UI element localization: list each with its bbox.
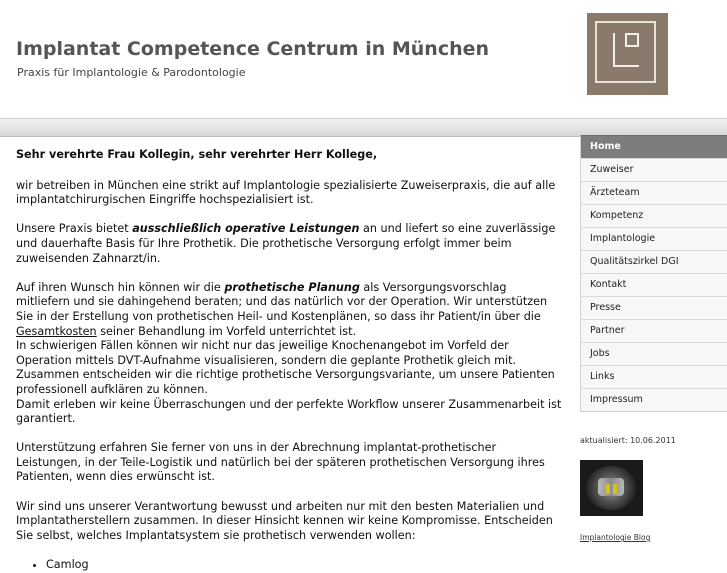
nav-item-home[interactable]: Home: [580, 135, 727, 158]
blog-thumbnail[interactable]: [580, 460, 643, 516]
nav-item-links[interactable]: Links: [580, 365, 727, 388]
implant-system-list: [16, 558, 562, 573]
services-paragraph: [16, 222, 562, 266]
nav-item-zuweiser[interactable]: Zuweiser: [580, 158, 727, 181]
site-header: [0, 0, 727, 118]
gesamtkosten-link[interactable]: Gesamtkosten: [16, 324, 97, 338]
planning-text-line2: In schwierigen Fällen können wir nicht nur das jeweilige Knochenangebot im Vorfeld der Operation mittels DVT-Aufnahme visualisieren, sondern die geplante Prothetik gleich mit. Zusammen entscheiden wir die richtige prothetische Versorgungsvariante, um unsere Patienten professionell aufklären zu können.: [16, 339, 555, 396]
nav-item-qualitaetszirkel[interactable]: Qualitätszirkel DGI: [580, 250, 727, 273]
last-updated: aktualisiert: 10.06.2011: [580, 436, 676, 445]
site-subtitle: Praxis für Implantologie & Parodontologie: [17, 66, 246, 79]
logo-mark-base: [613, 65, 639, 67]
billing-paragraph: Unterstützung erfahren Sie ferner von uns in der Abrechnung implantat-prothetischer Leistungen, in der Teile-Logistik und natürlich bei der späteren prothetischen Versorgung ihres Patienten, wenn dies erwünscht ist.: [16, 441, 545, 484]
planning-text-end: seiner Behandlung im Vorfeld unterrichtet ist.: [96, 324, 357, 338]
implant-marker: [613, 484, 617, 494]
planning-paragraph: [16, 281, 562, 427]
sidebar-nav: [580, 135, 727, 412]
logo-mark-square: [625, 33, 639, 47]
nav-item-aerzteteam[interactable]: Ärzteteam: [580, 181, 727, 204]
services-text-end: an und liefert so eine zuverlässige und dauerhafte Basis für Ihre Prothetik. Die prothetische Versorgung erfolgt immer beim zuweisenden Zahnarzt/in.: [16, 222, 556, 265]
services-text-start: Unsere Praxis bietet: [16, 222, 133, 236]
nav-item-presse[interactable]: Presse: [580, 296, 727, 319]
nav-item-kontakt[interactable]: Kontakt: [580, 273, 727, 296]
planning-text-start: Auf ihren Wunsch hin können wir die: [16, 280, 225, 294]
list-item: • Camlog: [46, 558, 562, 573]
nav-divider: [580, 411, 727, 412]
planning-text-line3: Damit erleben wir keine Überraschungen und der perfekte Workflow unserer Zusammenarbeit ist garantiert.: [16, 397, 562, 426]
logo[interactable]: [587, 13, 668, 95]
logo-mark: [613, 33, 615, 67]
logo-frame: [595, 21, 656, 83]
nav-item-implantologie[interactable]: Implantologie: [580, 227, 727, 250]
planning-text-mid: als Versorgungsvorschlag mitliefern und sie dahingehend beraten; und das natürlich vor der Operation. Wir unterstützen Sie in der Erstellung von prothetischen Heil- und Kostenplänen, so dass ihr Patient/in über die: [16, 280, 548, 323]
nav-item-partner[interactable]: Partner: [580, 319, 727, 342]
main-content: [16, 148, 562, 573]
nav-item-impressum[interactable]: Impressum: [580, 388, 727, 411]
site-title: Implantat Competence Centrum in München: [16, 38, 490, 60]
blog-link[interactable]: Implantologie Blog: [580, 533, 651, 542]
greeting: Sehr verehrte Frau Kollegin, sehr verehrter Herr Kollege,: [16, 148, 378, 161]
nav-item-kompetenz[interactable]: Kompetenz: [580, 204, 727, 227]
intro-paragraph: wir betreiben in München eine strikt auf Implantologie spezialisierte Zuweiserpraxis, die auf alle implantatchirurgischen Eingriffe hochspezialisiert ist.: [16, 178, 556, 207]
planning-emphasis: prothetische Planung: [224, 280, 360, 294]
materials-paragraph: Wir sind uns unserer Verantwortung bewusst und arbeiten nur mit den besten Materialien und Implantatherstellern zusammen. In dieser Hinsicht kennen wir keine Kompromisse. Entscheiden Sie selbst, welches Implantatsystem sie prothetisch verwenden wollen:: [16, 499, 553, 542]
nav-item-jobs[interactable]: Jobs: [580, 342, 727, 365]
services-emphasis: ausschließlich operative Leistungen: [132, 222, 360, 236]
implant-marker: [606, 484, 610, 494]
xray-detail: [598, 478, 624, 496]
